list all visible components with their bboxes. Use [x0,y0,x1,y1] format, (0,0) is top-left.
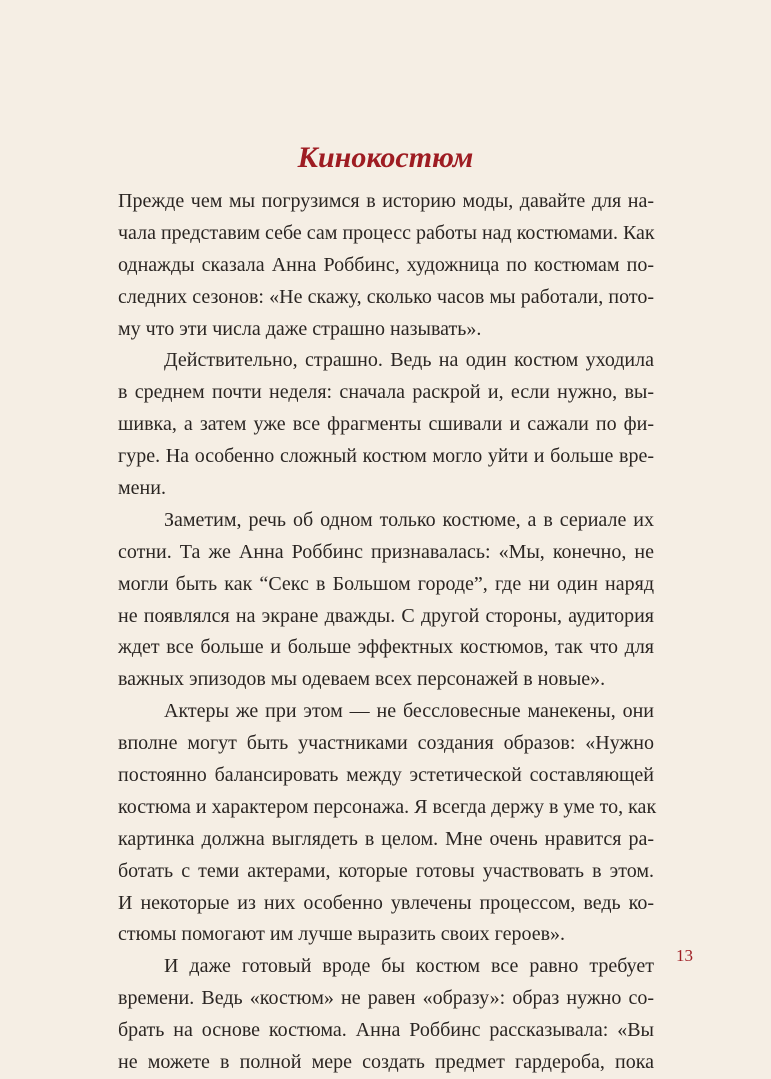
text-line: следних сезонов: «Не скажу, сколько часов мы работали, пото- [118,285,654,308]
body-text [118,186,657,1079]
text-line: ботать с теми актерами, которые готовы участвовать в этом. [118,859,654,882]
text-line: в среднем почти неделя: сначала раскрой и, если нужно, вы- [118,381,654,404]
text-line: ждет все больше и больше эффектных костюмов, так что для [118,636,654,659]
text-line: Актеры же при этом — не бессловесные манекены, они [164,700,654,723]
text-line: И некоторые из них особенно увлечены процессом, ведь ко- [118,891,654,914]
text-line: однажды сказала Анна Роббинс, художница по костюмам по- [118,253,654,276]
text-line: вполне могут быть участниками создания образов: «Нужно [118,732,654,755]
text-line: не можете в полной мере создать предмет гардероба, пока [118,1051,654,1074]
section-title: Кинокостюм [297,141,474,174]
text-line: шивка, а затем уже все фрагменты сшивали и сажали по фи- [118,413,654,436]
text-line: И даже готовый вроде бы костюм все равно требует [164,955,654,978]
text-line: картинка должна выглядеть в целом. Мне очень нравится ра- [118,827,654,850]
text-line: стюмы помогают им лучше выразить своих героев». [118,923,566,946]
text-line: важных эпизодов мы одеваем всех персонажей в новые». [118,668,606,691]
text-line: Прежде чем мы погрузимся в историю моды, давайте для на- [118,190,654,212]
text-line: не появлялся на экране дважды. С другой стороны, аудитория [118,604,654,627]
text-line: Действительно, страшно. Ведь на один костюм уходила [164,349,654,372]
text-line: гуре. На особенно сложный костюм могло уйти и больше вре- [118,445,654,468]
text-line: костюма и характером персонажа. Я всегда держу в уме то, как [118,795,657,818]
text-line: мени. [118,477,166,500]
text-line: му что эти числа даже страшно называть». [118,317,482,340]
text-line: постоянно балансировать между эстетической составляющей [118,764,654,787]
text-line: времени. Ведь «костюм» не равен «образу»: образ нужно со- [118,987,654,1010]
text-line: чала представим себе сам процесс работы над костюмами. Как [118,221,655,244]
text-line: могли быть как “Секс в Большом городе”, где ни один наряд [118,572,654,595]
text-line: брать на основе костюма. Анна Роббинс рассказывала: «Вы [118,1019,654,1042]
page-number: 13 [676,946,693,965]
text-line: Заметим, речь об одном только костюме, а в сериале их [164,508,654,531]
text-line: сотни. Та же Анна Роббинс признавалась: «Мы, конечно, не [118,540,654,563]
